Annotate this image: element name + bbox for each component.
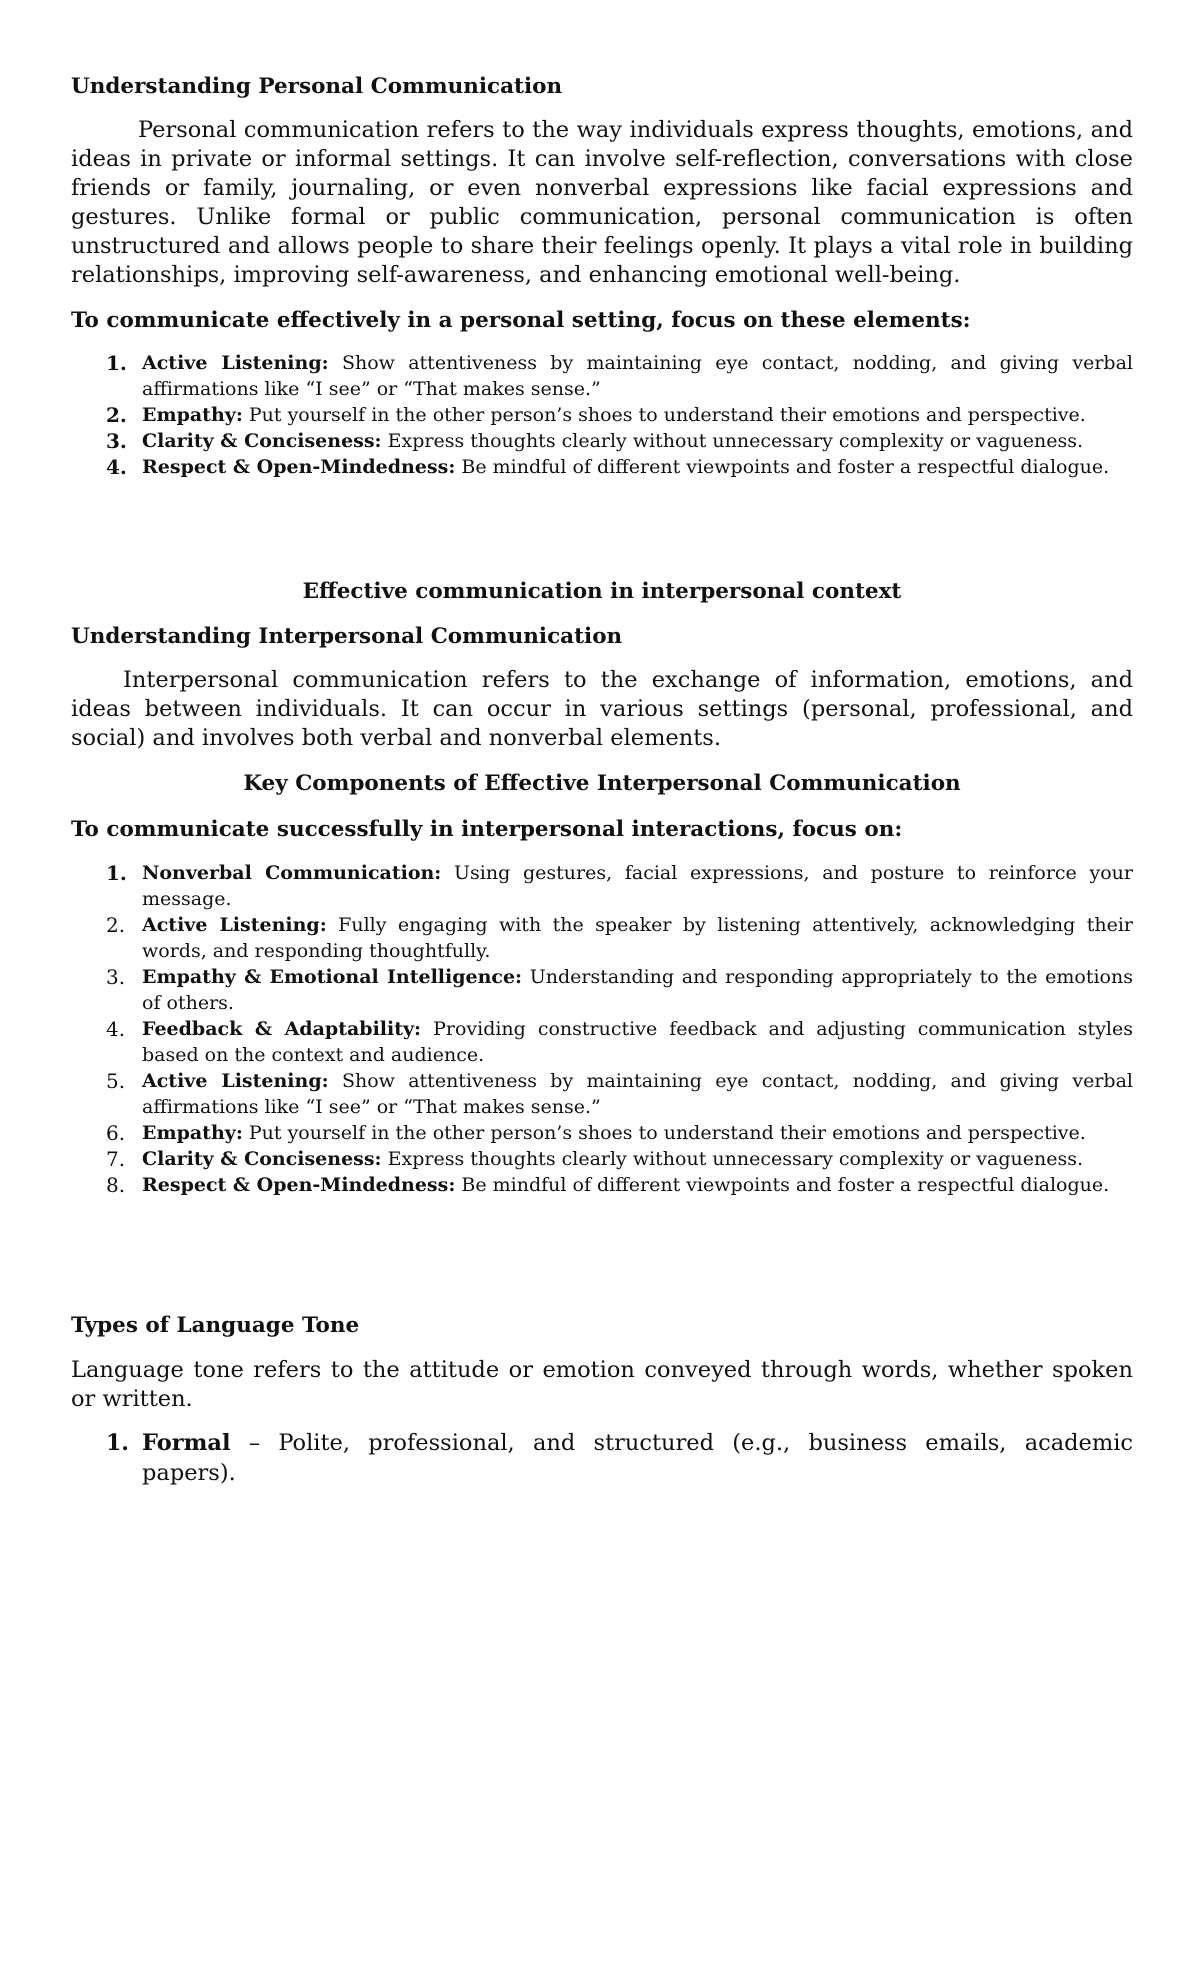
key-components-subtitle: Key Components of Effective Interpersonal Communication <box>243 771 961 796</box>
list-item: 8. Respect & Open-Mindedness: Be mindful of different viewpoints and foster a respectful dialogue. <box>106 1173 1110 1197</box>
list-item: 1. Active Listening: Show attentiveness by maintaining eye contact, nodding, and giving verbal affirmations like “I see” or “That makes sense.” <box>106 351 1133 400</box>
list-item: 4. Feedback & Adaptability: Providing constructive feedback and adjusting communication styles based on the context and audience. <box>106 1017 1133 1066</box>
heading-interpersonal-communication: Understanding Interpersonal Communication <box>71 624 623 649</box>
heading-personal-communication: Understanding Personal Communication <box>71 74 563 99</box>
list-item: 1. Nonverbal Communication: Using gestures, facial expressions, and posture to reinforce your message. <box>106 861 1133 910</box>
personal-list-intro: To communicate effectively in a personal setting, focus on these elements: <box>71 308 971 333</box>
language-tone-list <box>71 1428 1133 1488</box>
list-item: 2. Empathy: Put yourself in the other person’s shoes to understand their emotions and perspective. <box>106 403 1086 427</box>
list-item: 5. Active Listening: Show attentiveness by maintaining eye contact, nodding, and giving verbal affirmations like “I see” or “That makes sense.” <box>106 1069 1133 1118</box>
interpersonal-components-list <box>71 860 1133 1198</box>
interpersonal-context-title: Effective communication in interpersonal context <box>302 579 902 604</box>
personal-elements-list <box>71 350 1133 480</box>
list-item: 4. Respect & Open-Mindedness: Be mindful of different viewpoints and foster a respectful dialogue. <box>106 455 1110 479</box>
list-item: 3. Empathy & Emotional Intelligence: Understanding and responding appropriately to the emotions of others. <box>106 965 1133 1014</box>
personal-communication-paragraph: Personal communication refers to the way individuals express thoughts, emotions, and ideas in private or informal settings. It can involve self-reflection, conversations with close friends or family, journaling, or even nonverbal expressions like facial expressions and gestures. Unlike formal or public communication, personal communication is often unstructured and allows people to share their feelings openly. It plays a vital role in building relationships, improving self-awareness, and enhancing emotional well-being. <box>71 117 1133 288</box>
interpersonal-list-intro: To communicate successfully in interpersonal interactions, focus on: <box>71 817 903 842</box>
list-item: 7. Clarity & Conciseness: Express thoughts clearly without unnecessary complexity or vagueness. <box>106 1147 1083 1171</box>
list-item: 6. Empathy: Put yourself in the other person’s shoes to understand their emotions and perspective. <box>106 1121 1086 1145</box>
list-item: 1. Formal – Polite, professional, and structured (e.g., business emails, academic papers). <box>106 1430 1133 1486</box>
language-tone-paragraph: Language tone refers to the attitude or emotion conveyed through words, whether spoken or written. <box>71 1357 1133 1412</box>
list-item: 2. Active Listening: Fully engaging with the speaker by listening attentively, acknowledging their words, and responding thoughtfully. <box>106 913 1133 962</box>
heading-language-tone: Types of Language Tone <box>71 1313 360 1338</box>
list-item: 3. Clarity & Conciseness: Express thoughts clearly without unnecessary complexity or vagueness. <box>106 429 1083 453</box>
interpersonal-communication-paragraph: Interpersonal communication refers to the exchange of information, emotions, and ideas between individuals. It can occur in various settings (personal, professional, and social) and involves both verbal and nonverbal elements. <box>71 667 1133 751</box>
